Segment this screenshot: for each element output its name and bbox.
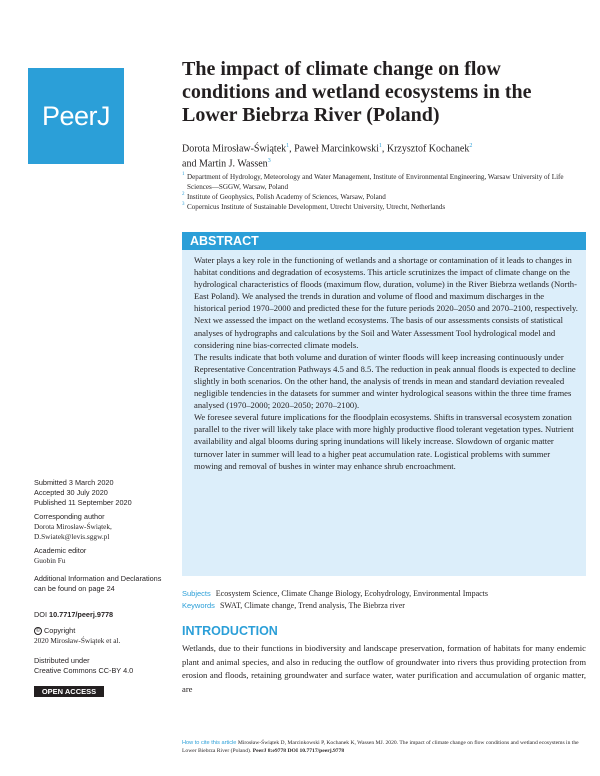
affiliation-text: Copernicus Institute of Sustainable Development, Utrecht University, Utrecht, Netherlands	[187, 203, 446, 211]
subjects-text: Ecosystem Science, Climate Change Biology, Ecohydrology, Environmental Impacts	[215, 589, 489, 598]
academic-editor	[34, 546, 174, 566]
editor-name: Guobin Fu	[34, 556, 66, 565]
citation-journal: PeerJ 8:e9778	[252, 748, 287, 754]
author-affil-marker: 1	[286, 143, 290, 149]
abstract-paragraph: Water plays a key role in the functioning of wetlands and a shortage or contamination of it leads to changes in habitat conditions and degradation of ecosystems. This article scrutinizes the impact of climate change on the hydrological characteristics of floods (maximum flow, duration, volume) in the River Biebrza wetlands (North-East Poland). We analysed the trends in duration and volume of flood and maximum discharges in the historical period 1970–2000 and predicted these for the future periods 2020–2050 and 2070–2100, respectively. Next we assessed the impact on the wetland ecosystems. The basis of our assessments consists of statistical analyses of hydrographs and calculations by the Soil and Water Assessment Tool hydrological model and considering nine bias-corrected climate models.	[194, 255, 578, 350]
doi-value[interactable]: 10.7717/peerj.9778	[49, 610, 114, 619]
affiliation-number: 2	[182, 192, 185, 197]
copyright-icon: ©	[34, 627, 42, 635]
author-affil-marker: 3	[267, 158, 271, 165]
corresponding-label: Corresponding author	[34, 512, 105, 521]
citation-doi[interactable]: DOI 10.7717/peerj.9778	[287, 748, 345, 754]
published-date: Published 11 September 2020	[34, 498, 132, 507]
author-affil-marker: 1	[378, 143, 382, 149]
citation-label: How to cite this article	[182, 740, 237, 746]
publication-dates	[34, 478, 174, 508]
logo-text: PeerJ	[41, 100, 111, 131]
corresponding-email[interactable]: D.Swiatek@levis.sggw.pl	[34, 532, 110, 541]
affiliation-list	[182, 172, 582, 212]
abstract-heading: ABSTRACT	[182, 232, 586, 250]
author-name: Krzysztof Kochanek	[386, 143, 470, 155]
copyright-holder: 2020 Mirosław-Świątek et al.	[34, 636, 121, 645]
paper-title: The impact of climate change on flow conditions and wetland ecosystems in the Lower Biebrza River (Poland)	[182, 58, 532, 126]
accepted-date: Accepted 30 July 2020	[34, 488, 108, 497]
peerj-logo	[28, 68, 124, 164]
affiliation	[182, 202, 582, 212]
affiliation-number: 1	[182, 172, 185, 177]
citation-text: Mirosław-Świątek D, Marcinkowski P, Kochanek K, Wassen MJ. 2020. The impact of climate change on flow conditions and wetland ecosystems in the Lower Biebrza River (Poland).	[182, 740, 579, 754]
citation-footer	[182, 739, 592, 755]
submitted-date: Submitted 3 March 2020	[34, 478, 114, 487]
author-name: Martin J. Wassen	[198, 158, 268, 170]
editor-label: Academic editor	[34, 546, 87, 555]
copyright	[34, 626, 174, 646]
license	[34, 656, 174, 676]
corresponding-name: Dorota Mirosław-Świątek,	[34, 522, 112, 531]
author-list: Dorota Mirosław-Świątek$^1$, Paweł Marcinkowski$^1$, Krzysztof Kochanek$^2$ and Martin J. Wassen$^3$	[182, 143, 473, 170]
keywords-line	[182, 600, 592, 611]
introduction-heading: INTRODUCTION	[182, 624, 278, 638]
affiliation	[182, 192, 582, 202]
subjects-line	[182, 588, 592, 599]
affiliation-text: Institute of Geophysics, Polish Academy of Sciences, Warsaw, Poland	[187, 193, 386, 201]
doi-label: DOI	[34, 610, 47, 619]
affiliation-text: Department of Hydrology, Meteorology and Water Management, Institute of Environmental Engineering, Warsaw University of Life Sciences—SGGW, Warsaw, Poland	[187, 173, 564, 191]
abstract-paragraph: The results indicate that both volume and duration of winter floods will keep increasing continuously under Representative Concentration Pathways 4.5 and 8.5. The reduction in peak annual floods is expected to decline slightly in both scenarios. On the other hand, the analysis of trends in mean and standard deviation revealed negligible tendencies in the datasets for summer and winter hydrological seasons within the three time frames analysed (1970–2000; 2020–2050; 2070–2100).	[194, 351, 576, 411]
abstract-paragraph: We foresee several future implications for the floodplain ecosystems. Shifts in transversal ecosystem zonation parallel to the river will likely take place with more highly productive flood tolerant vegetation types. Nutrient availability and algal blooms during spring inundations will likely increase. Slowdown of organic matter turnover later in summer will lead to a higher peat accumulation rate. Logistical problems with summer mowing and removal of bushes in winter may enhance shrub encroachment.	[194, 412, 574, 471]
open-access-badge: OPEN ACCESS	[34, 686, 104, 697]
license-name[interactable]: Creative Commons CC-BY 4.0	[34, 666, 134, 675]
author-name: Dorota Mirosław-Świątek	[182, 143, 287, 155]
additional-info[interactable]: Additional Information and Declarations can be found on page 24	[34, 574, 162, 593]
keywords-text: SWAT, Climate change, Trend analysis, The Biebrza river	[219, 601, 405, 610]
corresponding-author	[34, 512, 174, 542]
keywords-label: Keywords	[182, 601, 215, 610]
author-and: and	[182, 158, 197, 170]
subjects-label: Subjects	[182, 589, 211, 598]
author-affil-marker: 2	[469, 143, 473, 149]
copyright-label: Copyright	[44, 626, 76, 635]
introduction-text: Wetlands, due to their functions in biodiversity and landscape preservation, formation of habitats for many endemic plant and animal species, and also in reducing the outflow of groundwater into rivers thus providing protection from erosion and floods, retaining groundwater and surface water, water purification and accumulation of organic matter, are	[182, 643, 586, 694]
doi-line	[34, 610, 174, 620]
license-line: Distributed under	[34, 656, 90, 665]
abstract-body	[194, 254, 578, 472]
author-name: Paweł Marcinkowski	[294, 143, 379, 155]
affiliation-number: 3	[182, 202, 185, 207]
affiliation	[182, 172, 582, 192]
